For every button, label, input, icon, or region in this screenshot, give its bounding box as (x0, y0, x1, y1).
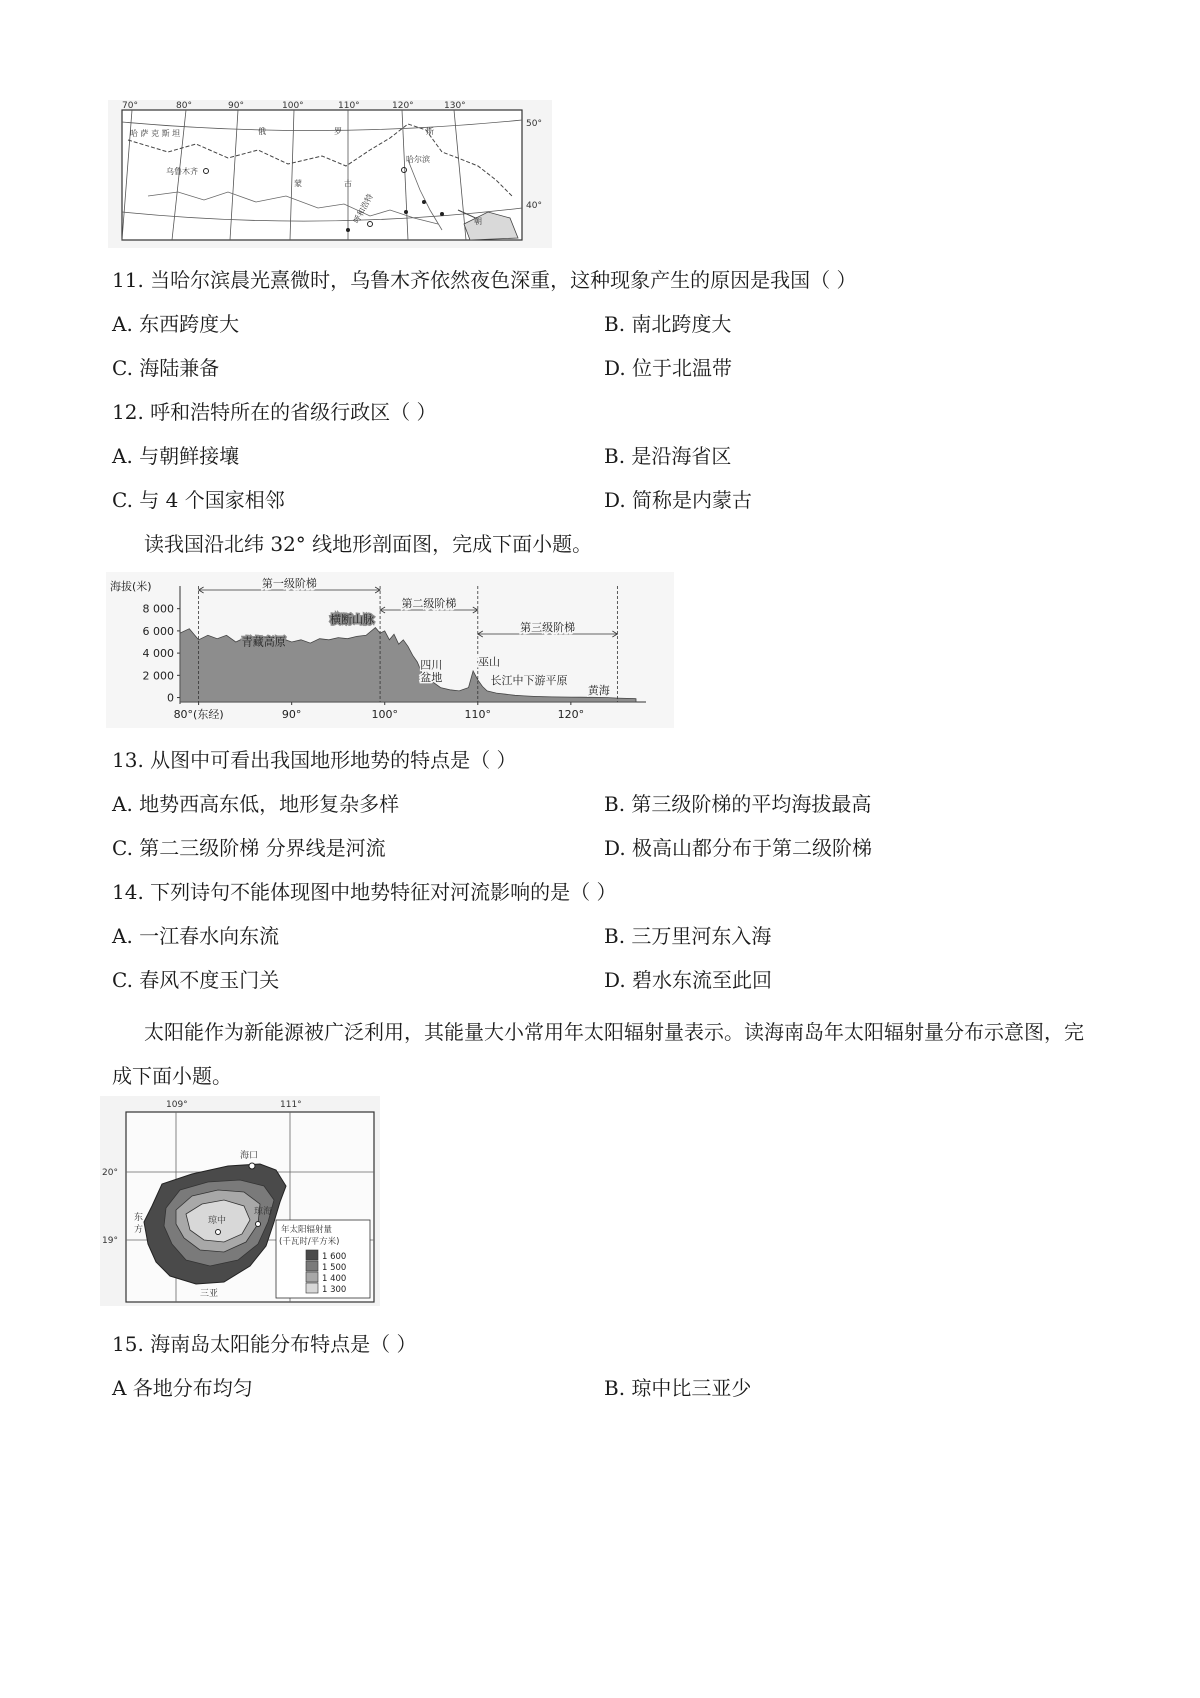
lon-label: 120° (392, 101, 414, 111)
x-tick-label: 100° (371, 708, 398, 721)
question-11-option-c: C. 海陆兼备 (112, 356, 220, 380)
place-label-qiongzhong: 琼中 (208, 1216, 227, 1226)
place-label-dongfang-2: 方 (134, 1225, 144, 1235)
question-12-option-c: C. 与 4 个国家相邻 (112, 488, 285, 512)
y-tick-label: 2 000 (142, 669, 174, 683)
question-13-option-b: B. 第三级阶梯的平均海拔最高 (604, 792, 872, 816)
legend-swatch (306, 1250, 318, 1260)
reading-intro-profile: 读我国沿北纬 32° 线地形剖面图，完成下面小题。 (144, 532, 593, 556)
map-figure-north-china (108, 100, 552, 248)
place-label-qionghai: 琼海 (254, 1207, 273, 1217)
step-label: 第三级阶梯 (520, 621, 576, 634)
step-label: 第一级阶梯 (261, 577, 317, 590)
city-marker-icon (440, 212, 444, 216)
legend-unit: (千瓦时/平方米) (279, 1237, 340, 1247)
x-tick-label: 80°(东经) (173, 708, 224, 721)
terrain-annotation: 青藏高原 (241, 635, 286, 649)
region-label: 罗 (334, 127, 342, 136)
terrain-annotation: 巫山 (477, 655, 500, 669)
question-14-option-c: C. 春风不度玉门关 (112, 968, 280, 992)
question-11-option-a: A. 东西跨度大 (112, 312, 240, 336)
legend-swatch (306, 1283, 318, 1293)
question-12-stem: 12. 呼和浩特所在的省级行政区（ ） (112, 400, 437, 424)
question-14-stem: 14. 下列诗句不能体现图中地势特征对河流影响的是（ ） (112, 880, 617, 904)
reading-intro-solar: 太阳能作为新能源被广泛利用，其能量大小常用年太阳辐射量表示。读海南岛年太阳辐射量分布示意图，完成下面小题。 (112, 1020, 1084, 1088)
region-label-kazakhstan: 哈 萨 克 斯 坦 (130, 129, 181, 138)
question-11-option-b: B. 南北跨度大 (604, 312, 732, 336)
question-13-option-d: D. 极高山都分布于第二级阶梯 (604, 836, 873, 860)
y-tick-label: 6 000 (142, 624, 174, 638)
lon-label: 80° (176, 101, 192, 111)
region-label: 斯 (426, 127, 434, 136)
place-label-dongfang-1: 东 (134, 1213, 144, 1223)
x-tick-label: 120° (557, 708, 585, 721)
question-11-stem: 11. 当哈尔滨晨光熹微时，乌鲁木齐依然夜色深重，这种现象产生的原因是我国（ ） (112, 268, 857, 292)
question-14-option-a: A. 一江春水向东流 (112, 924, 280, 948)
city-label-hohhot: 呼和浩特 (351, 192, 375, 225)
place-label-haikou: 海口 (240, 1151, 259, 1161)
lon-label: 70° (122, 101, 138, 111)
city-label-urumqi: 乌鲁木齐 (166, 167, 198, 176)
lon-label: 109° (166, 1100, 188, 1110)
legend-title: 年太阳辐射量 (281, 1225, 333, 1235)
lat-label: 50° (526, 119, 542, 129)
lon-label: 130° (444, 101, 466, 111)
x-tick-label: 90° (281, 708, 302, 721)
terrain-annotation: 四川 (420, 658, 443, 672)
legend-value: 1 300 (322, 1285, 347, 1295)
legend-swatch (306, 1272, 318, 1282)
question-12-option-d: D. 简称是内蒙古 (604, 488, 753, 512)
legend-value: 1 400 (322, 1274, 347, 1284)
y-tick-label: 4 000 (142, 647, 174, 661)
y-axis-label: 海拔(米) (110, 580, 152, 593)
lat-label: 20° (102, 1168, 118, 1178)
region-label: 俄 (258, 127, 266, 136)
question-15-stem: 15. 海南岛太阳能分布特点是（ ） (112, 1332, 417, 1356)
city-marker-icon (249, 1163, 255, 1169)
question-13-option-a: A. 地势西高东低，地形复杂多样 (112, 792, 400, 816)
city-label-harbin: 哈尔滨 (406, 155, 430, 164)
y-tick-label: 8 000 (142, 602, 174, 616)
terrain-annotation: 黄海 (587, 684, 610, 698)
question-13-option-c: C. 第二三级阶梯 分界线是河流 (112, 836, 386, 860)
legend-value: 1 600 (322, 1252, 347, 1262)
lon-label: 111° (280, 1100, 302, 1110)
question-15-option-a: A 各地分布均匀 (112, 1376, 253, 1400)
terrain-annotation: 长江中下游平原 (490, 674, 568, 688)
question-15-option-b: B. 琼中比三亚少 (604, 1376, 752, 1400)
region-label: 朝 (474, 217, 482, 226)
lon-label: 100° (282, 101, 304, 111)
question-12-option-a: A. 与朝鲜接壤 (112, 444, 240, 468)
question-13-stem: 13. 从图中可看出我国地形地势的特点是（ ） (112, 748, 517, 772)
lon-label: 110° (338, 101, 360, 111)
hainan-solar-map (100, 1096, 380, 1306)
step-label: 第二级阶梯 (401, 597, 457, 610)
lat-label: 40° (526, 201, 542, 211)
x-tick-label: 110° (464, 708, 492, 721)
region-label: 古 (344, 179, 352, 188)
city-marker-icon (346, 228, 350, 232)
region-label: 蒙 (294, 179, 302, 188)
question-12-option-b: B. 是沿海省区 (604, 444, 732, 468)
question-11-option-d: D. 位于北温带 (604, 356, 733, 380)
terrain-profile-chart (106, 572, 674, 728)
city-marker-icon (422, 200, 426, 204)
terrain-annotation: 盆地 (420, 670, 443, 684)
lon-label: 90° (228, 101, 244, 111)
place-label-sanya: 三亚 (200, 1289, 219, 1299)
legend-swatch (306, 1261, 318, 1271)
question-14-option-d: D. 碧水东流至此回 (604, 968, 773, 992)
lat-label: 19° (102, 1236, 118, 1246)
question-14-option-b: B. 三万里河东入海 (604, 924, 772, 948)
city-marker-icon (216, 1230, 221, 1235)
legend-value: 1 500 (322, 1263, 347, 1273)
terrain-annotation: 横断山脉 (330, 613, 375, 627)
city-marker-icon (404, 210, 408, 214)
y-tick-label: 0 (167, 691, 174, 705)
city-marker-icon (256, 1222, 261, 1227)
